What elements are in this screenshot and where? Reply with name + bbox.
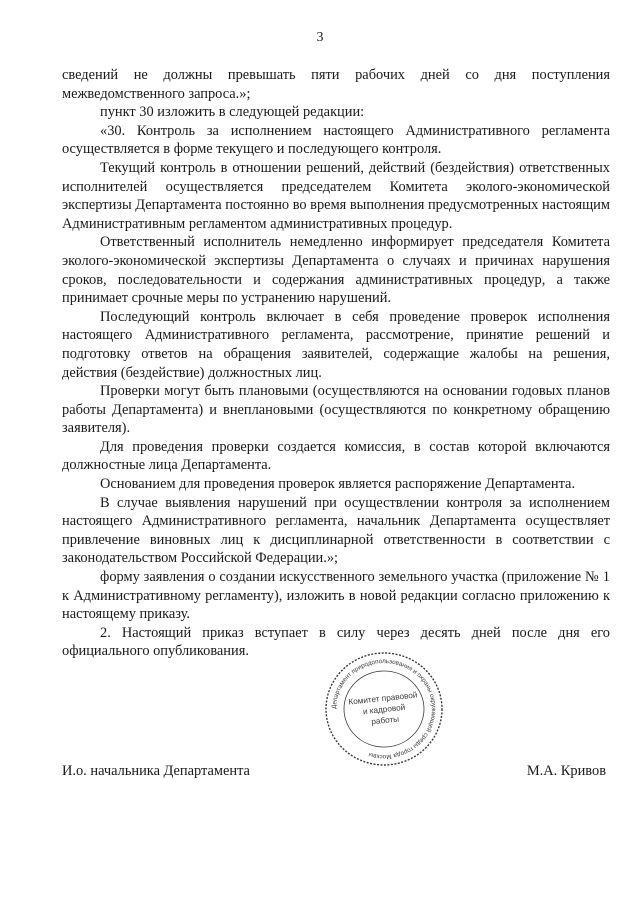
body-paragraph: Текущий контроль в отношении решений, действий (бездействия) ответственных исполнителей осуществляется председателем Комитета эколого-экономической экспертизы Департамента постоянно во время выполнения предусмотренных настоящим Административным регламентом административных процедур. [62, 159, 610, 232]
body-paragraph: В случае выявления нарушений при осуществлении контроля за исполнением настоящего Административного регламента, начальник Департамента осуществляет привлечение виновных лиц к дисциплинарной ответственности в соответствии с законодательством Российской Федерации.»; [62, 494, 610, 567]
body-paragraph: Основанием для проведения проверок является распоряжение Департамента. [100, 476, 576, 493]
document-body [62, 66, 610, 661]
body-paragraph: 2. Настоящий приказ вступает в силу через десять дней после дня его официального опубликования. [62, 624, 610, 660]
body-paragraph: пункт 30 изложить в следующей редакции: [100, 104, 365, 121]
signatory-position: И.о. начальника Департамента [62, 763, 250, 779]
body-paragraph: «30. Контроль за исполнением настоящего Административного регламента осуществляется в форме текущего и последующего контроля. [62, 122, 610, 158]
stamp-center-line-1: Комитет правовой [348, 690, 418, 707]
body-paragraph: форму заявления о создании искусственного земельного участка (приложение № 1 к Административному регламенту), изложить в новой редакции согласно приложению к настоящему приказу. [62, 569, 610, 623]
stamp-center-line-2: и кадровой [362, 702, 406, 717]
stamp-seal [322, 650, 446, 768]
body-paragraph: Последующий контроль включает в себя проведение проверок исполнения настоящего Административного регламента, рассмотрение, принятие решений и подготовку ответов на обращения заявителей, содержащие жалобы на решения, действия (бездействие) должностных лиц. [62, 308, 610, 381]
body-paragraph: Для проведения проверки создается комиссия, в состав которой включаются должностные лица Департамента. [62, 438, 610, 474]
stamp-ring-text: Департамент природопользования и охраны окружающей среды города Москвы [330, 657, 438, 761]
page-number: 3 [316, 30, 324, 45]
body-paragraph: Ответственный исполнитель немедленно информирует председателя Комитета эколого-экономической экспертизы Департамента о случаях и причинах нарушения сроков, последовательности и содержания административных процедур, а также принимает срочные меры по устранению нарушений. [62, 234, 610, 307]
signatory-name: М.А. Кривов [526, 763, 606, 779]
stamp-center-line-3: работы [370, 714, 400, 727]
body-paragraph: Проверки могут быть плановыми (осуществляются на основании годовых планов работы Департамента) и внеплановыми (осуществляются по конкретному обращению заявителя). [62, 383, 610, 437]
body-paragraph: сведений не должны превышать пяти рабочих дней со дня поступления межведомственного запроса.»; [62, 67, 610, 102]
